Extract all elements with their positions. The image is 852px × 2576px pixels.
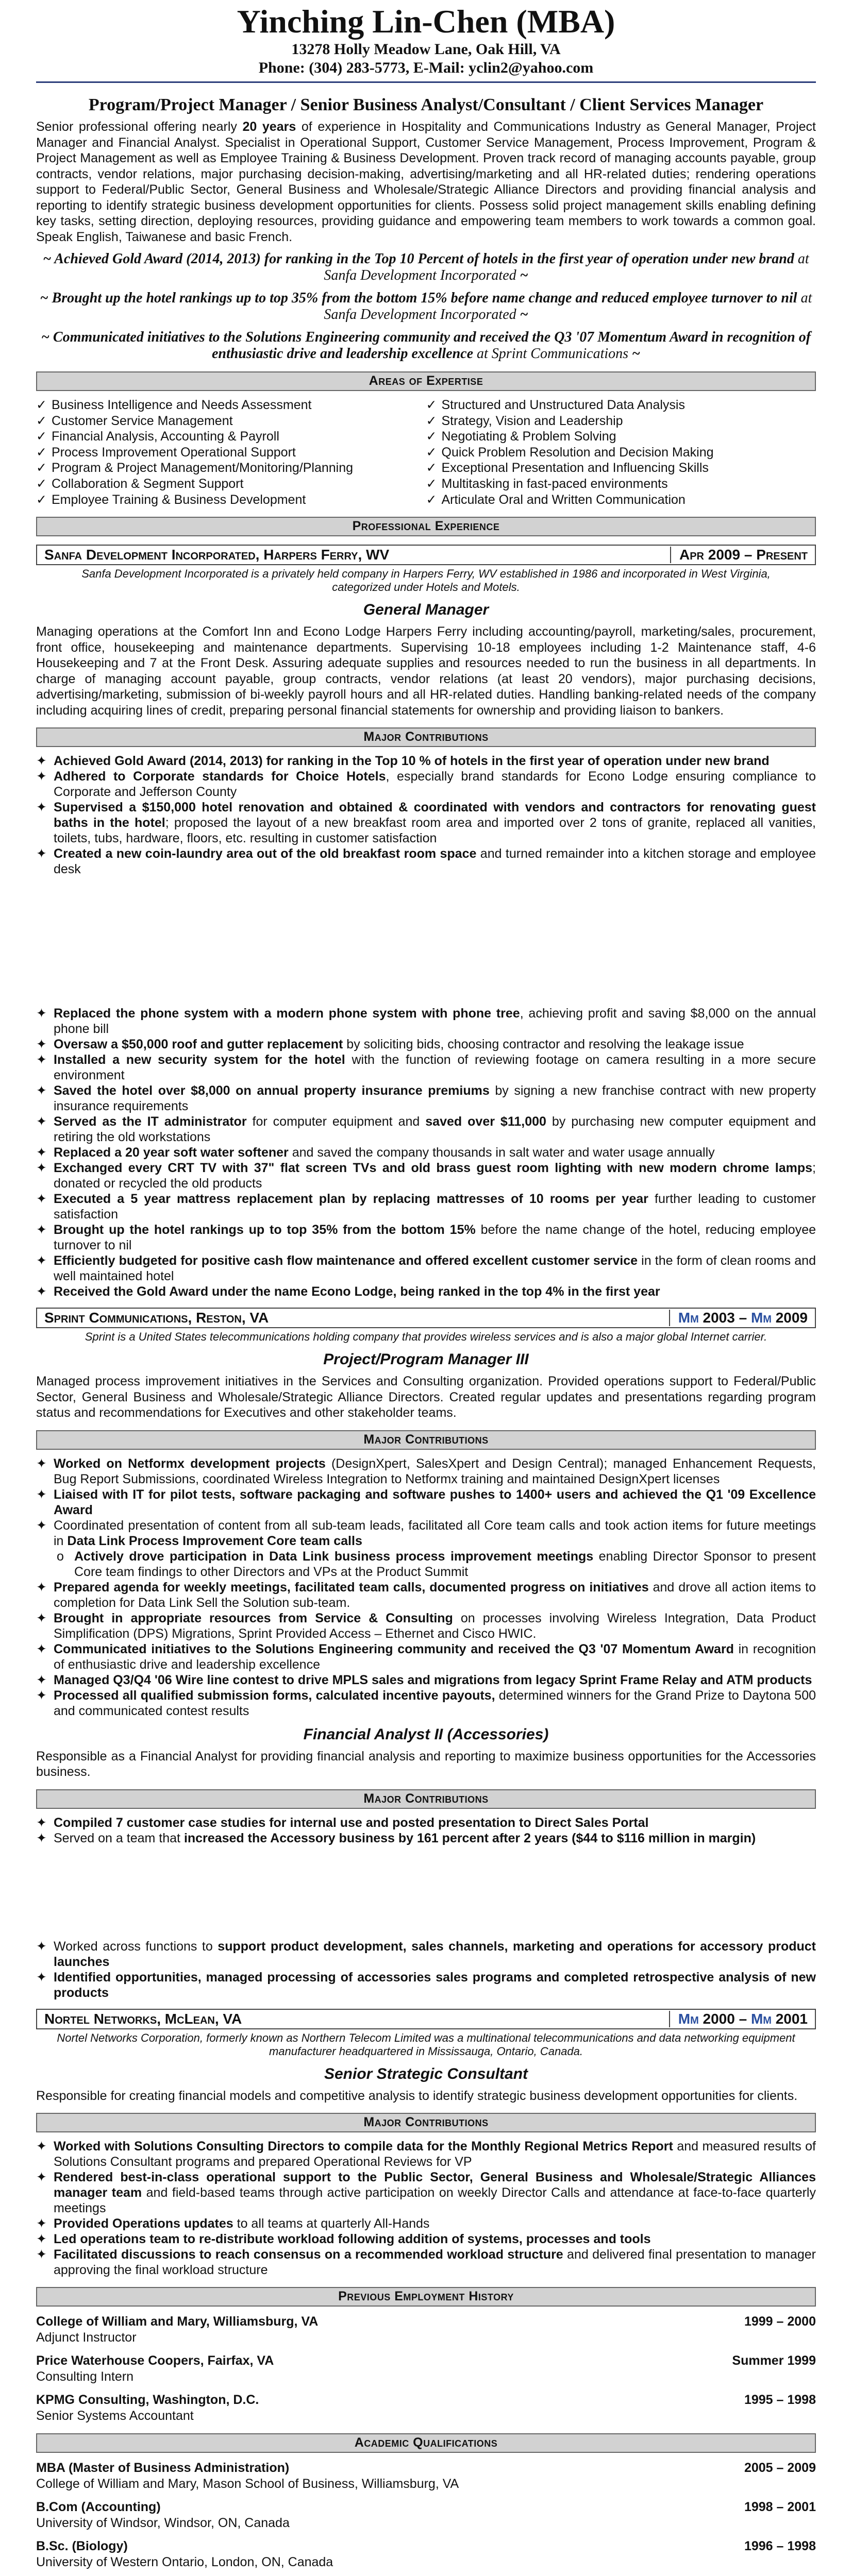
achievement-line: ~ Achieved Gold Award (2014, 2013) for ranking in the Top 10 Percent of hotels in the first year of operation under new brand at Sanfa Development Incorporated ~	[43, 251, 809, 283]
role-title: Senior Strategic Consultant	[324, 2065, 528, 2082]
bullet-icon: ✦	[36, 1083, 47, 1098]
section-previous-employment: Previous Employment History	[36, 2287, 816, 2307]
list-item: ✓ Business Intelligence and Needs Assessment	[36, 398, 312, 412]
check-icon: ✓	[426, 492, 437, 507]
bullet-icon: ✦	[36, 1253, 47, 1268]
job-title: Consulting Intern	[36, 2369, 134, 2384]
list-item: ✓ Multitasking in fast-paced environments	[426, 476, 668, 491]
bullet-icon: ✦	[36, 1580, 47, 1595]
list-item: ✦ Prepared agenda for weekly meetings, facilitated team calls, documented progress on initiatives and drove all action items to completion for Data Link Sell the Solution sub-team.	[36, 1580, 816, 1610]
list-item: ✓ Customer Service Management	[36, 413, 233, 428]
role-summary: Responsible for creating financial models and competitive analysis to identify strategic business development opportunities for clients.	[36, 2088, 798, 2103]
list-item: ✦ Identified opportunities, managed processing of accessories sales programs and completed retrospective analysis of new products	[36, 1970, 816, 2000]
school: University of Windsor, Windsor, ON, Canada	[36, 2516, 290, 2531]
section-contributions: Major Contributions	[36, 2113, 816, 2132]
organization: College of William and Mary, Williamsburg, VA	[36, 2314, 319, 2329]
list-item: ✦ Adhered to Corporate standards for Choice Hotels, especially brand standards for Econo Lodge ensuring compliance to Corporate and Jefferson County	[36, 769, 816, 800]
role-summary: Responsible as a Financial Analyst for providing financial analysis and reporting to maximize business opportunities for the Accessories business.	[36, 1749, 816, 1780]
list-item: ✦ Compiled 7 customer case studies for internal use and posted presentation to Direct Sales Portal	[36, 1815, 649, 1830]
bullet-icon: ✦	[36, 1456, 47, 1471]
dates: Summer 1999	[732, 2353, 816, 2368]
degree-entry	[36, 2499, 816, 2531]
check-icon: ✓	[36, 461, 47, 476]
contribution-list	[36, 1815, 816, 1846]
bullet-icon: ✦	[36, 1831, 47, 1845]
role-title: Project/Program Manager III	[323, 1351, 529, 1368]
bullet-icon: ✦	[36, 754, 47, 769]
organization: KPMG Consulting, Washington, D.C.	[36, 2393, 259, 2408]
contribution-sublist	[36, 1549, 816, 1580]
list-item: ✓ Exceptional Presentation and Influencing Skills	[426, 461, 709, 476]
check-icon: ✓	[426, 476, 437, 491]
contribution-list	[36, 1006, 816, 1299]
check-icon: ✓	[36, 398, 47, 412]
dates: 1998 – 2001	[744, 2500, 816, 2515]
list-item: ✦ Executed a 5 year mattress replacement plan by replacing mattresses of 10 rooms per year further leading to customer satisfaction	[36, 1192, 816, 1222]
bullet-icon: ✦	[36, 1672, 47, 1687]
list-item: ✦ Communicated initiatives to the Solutions Engineering community and received the Q3 '07 Momentum Award in recognition of enthusiastic drive and leadership excellence	[36, 1641, 816, 1672]
header-rule	[36, 81, 816, 83]
section-experience: Professional Experience	[36, 517, 816, 536]
list-item: ✦ Managed Q3/Q4 '06 Wire line contest to drive MPLS sales and migrations from legacy Sprint Frame Relay and ATM products	[36, 1672, 812, 1687]
company-description: Sanfa Development Incorporated is a privately held company in Harpers Ferry, WV established in 1986 and incorporated in West Virginia, categorized under Hotels and Motels.	[81, 567, 771, 594]
employment-entry	[36, 2392, 816, 2424]
list-item: ✓ Quick Problem Resolution and Decision Making	[426, 445, 714, 460]
job-nortel-header	[36, 2009, 816, 2029]
list-item: ✓ Collaboration & Segment Support	[36, 476, 244, 491]
check-icon: ✓	[426, 429, 437, 444]
organization: Price Waterhouse Coopers, Fairfax, VA	[36, 2353, 274, 2368]
list-item: ✓ Strategy, Vision and Leadership	[426, 413, 623, 428]
check-icon: ✓	[426, 398, 437, 412]
check-icon: ✓	[36, 429, 47, 444]
contribution-list	[36, 1939, 816, 2001]
list-item: ✦ Installed a new security system for the hotel with the function of reviewing footage on camera resulting in a more secure environment	[36, 1053, 816, 1083]
section-contributions: Major Contributions	[36, 1430, 816, 1450]
bullet-icon: ✦	[36, 1006, 47, 1021]
list-item: ✦ Achieved Gold Award (2014, 2013) for ranking in the Top 10 % of hotels in the first year of operation under new brand	[36, 754, 770, 769]
expertise-list	[36, 397, 816, 507]
list-item: ✦ Processed all qualified submission forms, calculated incentive payouts, determined winners for the Grand Prize to Daytona 500 and communicated contest results	[36, 1688, 816, 1718]
check-icon: ✓	[36, 445, 47, 460]
bullet-icon: ✦	[36, 1487, 47, 1502]
list-item: ✦ Rendered best-in-class operational support to the Public Sector, General Business and Wholesale/Strategic Alliances manager team and field-based teams through active participation on weekly Director Calls and attendance at face-to-face quarterly meetings	[36, 2170, 816, 2216]
employment-entry	[36, 2353, 816, 2385]
company-description: Sprint is a United States telecommunications holding company that provides wireless services and is also a major global Internet carrier.	[85, 1330, 767, 1344]
bullet-icon: ✦	[36, 1688, 47, 1703]
degree-entry	[36, 2538, 816, 2570]
bullet-icon: ✦	[36, 1037, 47, 1052]
list-item: ✓ Articulate Oral and Written Communication	[426, 492, 686, 507]
list-item: ✦ Worked on Netformx development projects (DesignXpert, SalesXpert and Design Central); managed Enhancement Requests, Bug Report Submissions, coordinated Wireless Integration to Netformx training and maintained DesignXpert licenses	[36, 1456, 816, 1486]
section-contributions: Major Contributions	[36, 1789, 816, 1809]
address: 13278 Holly Meadow Lane, Oak Hill, VA	[291, 41, 561, 58]
list-item: ✦ Efficiently budgeted for positive cash flow maintenance and offered excellent customer service in the form of clean rooms and well maintained hotel	[36, 1253, 816, 1284]
previous-employment-list	[36, 2314, 816, 2424]
bullet-icon: ✦	[36, 2247, 47, 2262]
contribution-list	[36, 1456, 816, 1549]
summary: Senior professional offering nearly 20 years of experience in Hospitality and Communications Industry as General Manager, Project Manager and Financial Analyst. Specialist in Operational Support, Customer Service Management, Process Improvement, Program & Project Management as well as Employee Training & Business Development. Proven track record of managing accounts payable, group contracts, vendor relations, major purchasing decision-making, advertising/marketing and all HR-related duties; rendering operations support to Federal/Public Sector, General Business and Wholesale/Strategic Alliance Directors and providing financial analysis and reporting to identify strategic business development opportunities for clients. Possess solid project management skills enabling defining key tasks, setting direction, deploying resources, providing guidance and empowering team members to work towards a common goal. Speak English, Taiwanese and basic French.	[36, 120, 816, 244]
phone-email: Phone: (304) 283-5773, E-Mail: yclin2@yahoo.com	[258, 59, 594, 76]
list-item: ✦ Liaised with IT for pilot tests, software packaging and software pushes to 1400+ users and achieved the Q1 '09 Excellence Award	[36, 1487, 816, 1517]
expertise-right	[426, 397, 816, 507]
list-item: ✓ Program & Project Management/Monitoring/Planning	[36, 461, 354, 476]
bullet-icon: ✦	[36, 2216, 47, 2231]
dates: 2005 – 2009	[744, 2461, 816, 2476]
job-sanfa-header	[36, 545, 816, 565]
list-item: ✦ Saved the hotel over $8,000 on annual property insurance premiums by signing a new franchise contract with new property insurance requirements	[36, 1083, 816, 1114]
list-item: ✓ Employee Training & Business Development	[36, 492, 306, 507]
bullet-icon: ✦	[36, 2170, 47, 2185]
bullet-icon: ✦	[36, 1192, 47, 1207]
spacer	[36, 1846, 816, 1939]
bullet-icon: ✦	[36, 846, 47, 861]
academic-list	[36, 2460, 816, 2570]
company: Sprint Communications, Reston, VA	[44, 1310, 269, 1326]
expertise-left	[36, 397, 426, 507]
list-item: ✦ Worked across functions to support product development, sales channels, marketing and operations for accessory product launches	[36, 1939, 816, 1969]
section-contributions: Major Contributions	[36, 727, 816, 747]
bullet-icon: ✦	[36, 1145, 47, 1160]
check-icon: ✓	[36, 476, 47, 491]
key-achievements	[36, 251, 816, 362]
dates: Mm 2003 – Mm 2009	[669, 1310, 808, 1326]
section-expertise: Areas of Expertise	[36, 371, 816, 391]
list-item: ✦ Worked with Solutions Consulting Directors to compile data for the Monthly Regional Metrics Report and measured results of Solutions Consultant programs and prepared Operational Reviews for VP	[36, 2139, 816, 2170]
dates: 1996 – 1998	[744, 2539, 816, 2554]
check-icon: ✓	[426, 445, 437, 460]
list-item: o Actively drove participation in Data Link business process improvement meetings enabling Director Sponsor to present Core team findings to other Directors and VPs at the Product Summit	[57, 1549, 816, 1579]
dates: Mm 2000 – Mm 2001	[669, 2011, 808, 2027]
bullet-icon: ✦	[36, 1053, 47, 1067]
contribution-list	[36, 753, 816, 877]
employment-entry	[36, 2314, 816, 2346]
list-item: ✓ Structured and Unstructured Data Analysis	[426, 398, 685, 412]
role-summary: Managing operations at the Comfort Inn and Econo Lodge Harpers Ferry including accounting/payroll, marketing/sales, procurement, front office, housekeeping and maintenance departments. Supervising 10-18 employees including 1-2 Maintenance staff, 4-6 Housekeeping and 7 at the Front Desk. Assuring adequate supplies and resources needed to run the business in all departments. In charge of managing account payable, group contracts, vendor relations (at least 20 vendors), major purchasing decisions, advertising/marketing, submission of bi-weekly payroll hours and all HR-related duties. Handling banking-related needs of the company including acquiring lines of credit, preparing personal financial statements for ownership and providing liaison to bankers.	[36, 624, 816, 718]
role-title: Financial Analyst II (Accessories)	[303, 1725, 549, 1743]
check-icon: ✓	[426, 461, 437, 476]
degree: B.Com (Accounting)	[36, 2500, 161, 2515]
list-item: ✓ Financial Analysis, Accounting & Payroll	[36, 429, 279, 444]
list-item: ✦ Supervised a $150,000 hotel renovation and obtained & coordinated with vendors and contractors for renovating guest baths in the hotel; proposed the layout of a new breakfast room area and imported over 2 tons of granite, replaced all vanities, toilets, tubs, hardware, floors, etc. resulting in customer satisfaction	[36, 800, 816, 846]
bullet-icon: ✦	[36, 769, 47, 784]
bullet-icon: ✦	[36, 1114, 47, 1129]
degree-entry	[36, 2460, 816, 2492]
school: University of Western Ontario, London, ON, Canada	[36, 2555, 333, 2570]
list-item: ✦ Provided Operations updates to all teams at quarterly All-Hands	[36, 2216, 430, 2231]
job-title: Adjunct Instructor	[36, 2330, 137, 2345]
bullet-icon: ✦	[36, 2232, 47, 2247]
bullet-icon: ✦	[36, 1939, 47, 1954]
check-icon: ✓	[36, 492, 47, 507]
list-item: ✦ Brought up the hotel rankings up to top 35% from the bottom 15% before the name change of the hotel, reducing employee turnover to nil	[36, 1223, 816, 1253]
bullet-icon: ✦	[36, 1611, 47, 1625]
bullet-icon: ✦	[36, 1815, 47, 1830]
dates: 1999 – 2000	[744, 2314, 816, 2329]
degree: MBA (Master of Business Administration)	[36, 2461, 290, 2476]
list-item: ✦ Facilitated discussions to reach consensus on a recommended workload structure and delivered final presentation to manager approving the final workload structure	[36, 2247, 816, 2278]
degree: B.Sc. (Biology)	[36, 2539, 128, 2554]
dates: Apr 2009 – Present	[670, 547, 808, 563]
achievement-line: ~ Communicated initiatives to the Solutions Engineering community and received the Q3 '07 Momentum Award in recognition of enthusiastic drive and leadership excellence at Sprint Communications ~	[41, 329, 811, 362]
achievement-line: ~ Brought up the hotel rankings up to top 35% from the bottom 15% before name change and reduced employee turnover to nil at Sanfa Development Incorporated ~	[40, 290, 812, 323]
bullet-icon: ✦	[36, 2139, 47, 2154]
role-summary: Managed process improvement initiatives in the Services and Consulting organization. Provided operations support to Federal/Public Sector, General Business and Wholesale/Strategic Alliance Directors. Created regular updates and presentations regarding program status and recommendations for Executives and other stakeholder teams.	[36, 1374, 816, 1420]
list-item: ✦ Oversaw a $50,000 roof and gutter replacement by soliciting bids, choosing contractor and resolving the leakage issue	[36, 1037, 744, 1052]
headline: Program/Project Manager / Senior Business Analyst/Consultant / Client Services Manager	[88, 95, 764, 114]
contribution-list	[36, 1580, 816, 1719]
bullet-icon: ✦	[36, 1970, 47, 1985]
check-icon: ✓	[36, 413, 47, 428]
list-item: ✦ Led operations team to re-distribute workload following addition of systems, processes and tools	[36, 2232, 651, 2247]
role-title: General Manager	[363, 601, 489, 619]
spacer	[36, 877, 816, 1006]
company: Sanfa Development Incorporated, Harpers Ferry, WV	[44, 547, 390, 563]
bullet-icon: ✦	[36, 1223, 47, 1238]
list-item: ✓ Process Improvement Operational Support	[36, 445, 296, 460]
list-item: ✦ Coordinated presentation of content from all sub-team leads, facilitated all Core team calls and took action items for future meetings in Data Link Process Improvement Core team calls	[36, 1518, 816, 1548]
bullet-icon: ✦	[36, 1161, 47, 1176]
job-sprint-header	[36, 1308, 816, 1328]
job-title: Senior Systems Accountant	[36, 2409, 194, 2424]
list-item: ✦ Replaced the phone system with a modern phone system with phone tree, achieving profit and saving $8,000 on the annual phone bill	[36, 1006, 816, 1037]
company-description: Nortel Networks Corporation, formerly known as Northern Telecom Limited was a multinational telecommunications and data networking equipment manufacturer headquartered in Mississauga, Ontario, Canada.	[57, 2031, 795, 2058]
section-academic: Academic Qualifications	[36, 2433, 816, 2453]
bullet-icon: ✦	[36, 1641, 47, 1656]
contribution-list	[36, 2139, 816, 2278]
list-item: ✦ Served as the IT administrator for computer equipment and saved over $11,000 by purchasing new computer equipment and retiring the old workstations	[36, 1114, 816, 1145]
bullet-icon: ✦	[36, 800, 47, 815]
dates: 1995 – 1998	[744, 2393, 816, 2408]
list-item: ✦ Served on a team that increased the Accessory business by 161 percent after 2 years ($44 to $116 million in margin)	[36, 1831, 756, 1845]
list-item: ✦ Received the Gold Award under the name Econo Lodge, being ranked in the top 4% in the first year	[36, 1284, 660, 1299]
bullet-icon: ✦	[36, 1518, 47, 1533]
school: College of William and Mary, Mason School of Business, Williamsburg, VA	[36, 2477, 459, 2492]
company: Nortel Networks, McLean, VA	[44, 2010, 242, 2027]
list-item: ✓ Negotiating & Problem Solving	[426, 429, 616, 444]
list-item: ✦ Replaced a 20 year soft water softener and saved the company thousands in salt water and water usage annually	[36, 1145, 715, 1160]
bullet-icon: ✦	[36, 1284, 47, 1299]
list-item: ✦ Brought in appropriate resources from Service & Consulting on processes involving Wireless Integration, Data Product Simplification (DPS) Migrations, Sprint Provided Access – Ethernet and Cisco HWIC.	[36, 1611, 816, 1641]
list-item: ✦ Created a new coin-laundry area out of the old breakfast room space and turned remainder into a kitchen storage and employee desk	[36, 846, 816, 877]
list-item: ✦ Exchanged every CRT TV with 37" flat screen TVs and old brass guest room lighting with new modern chrome lamps; donated or recycled the old products	[36, 1161, 816, 1191]
check-icon: ✓	[426, 413, 437, 428]
candidate-name: Yinching Lin-Chen (MBA)	[237, 3, 615, 40]
